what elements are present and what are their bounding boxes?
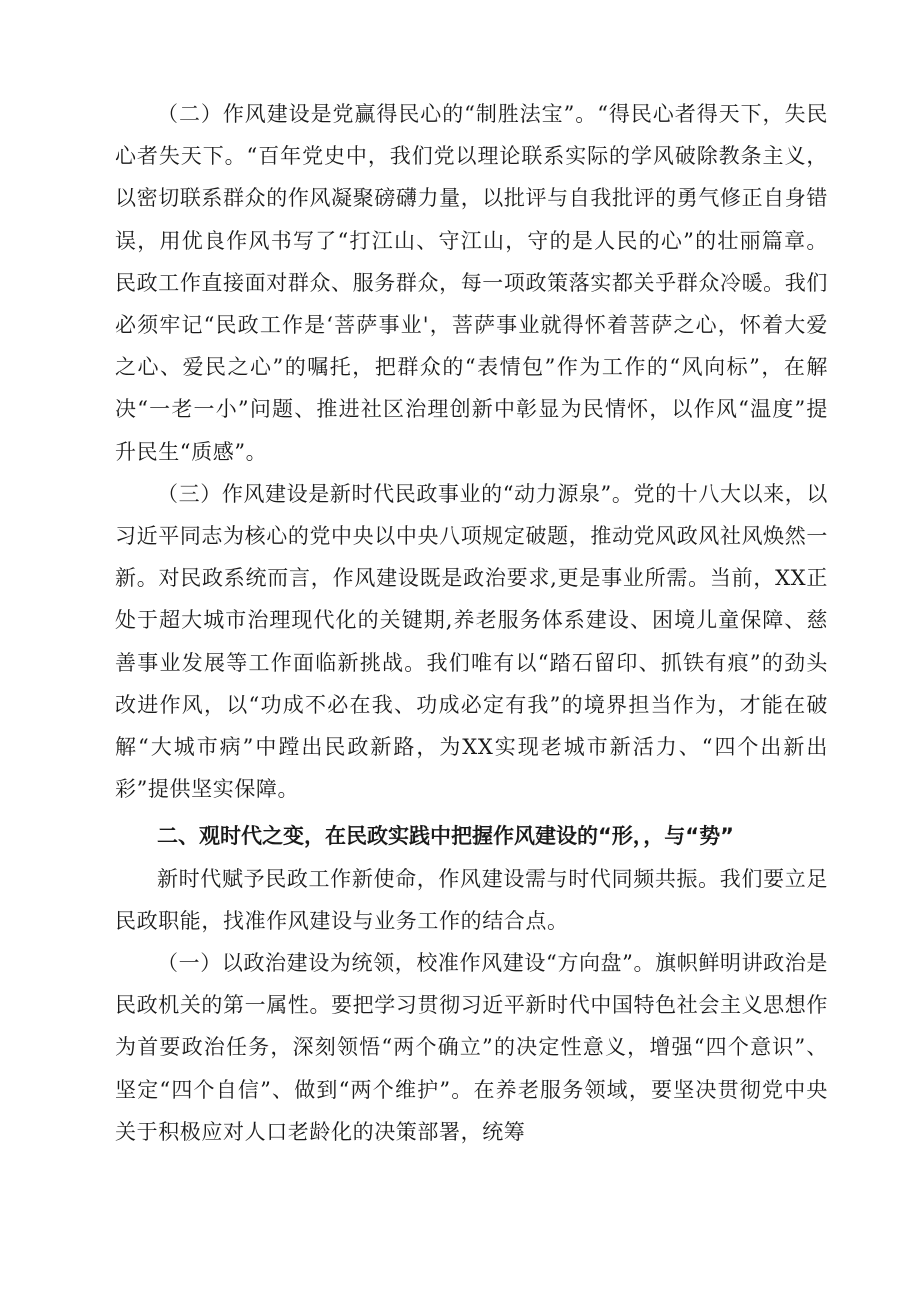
paragraph-two: （二）作风建设是党赢得民心的“制胜法宝”。“得民心者得天下，失民心者失天下。“百年党史中，我们党以理论联系实际的学风破除教条主义，以密切联系群众的作风凝聚磅礴力量，以批评与自我批评的勇气修正自身错误，用优良作风书写了“打江山、守江山，守的是人民的心”的壮丽篇章。民政工作直接面对群众、服务群众，每一项政策落实都关乎群众冷暖。我们必须牢记“民政工作是‘菩萨事业'，菩萨事业就得怀着菩萨之心，怀着大爱之心、爱民之心”的嘱托，把群众的“表情包”作为工作的“风向标”，在解决“一老一小”问题、推进社区治理创新中彰显为民情怀，以作风“温度”提升民生“质感”。 — [115, 102, 828, 464]
paragraph-intro: 新时代赋予民政工作新使命，作风建设需与时代同频共振。我们要立足民政职能，找准作风建设与业务工作的结合点。 — [115, 866, 828, 933]
document-body — [115, 93, 828, 1153]
section-heading: 二、观时代之变，在民政实践中把握作风建设的“形，，与“势” — [157, 824, 734, 849]
paragraph-three: （三）作风建设是新时代民政事业的“动力源泉”。党的十八大以来，以习近平同志为核心的党中央以中央八项规定破题，推动党风政风社风焕然一新。对民政系统而言，作风建设既是政治要求,更是事业所需。当前，XX正处于超大城市治理现代化的关键期,养老服务体系建设、困境儿童保障、慈善事业发展等工作面临新挑战。我们唯有以“踏石留印、抓铁有痕”的劲头改进作风，以“功成不必在我、功成必定有我”的境界担当作为，才能在破解“大城市病”中蹚出民政新路，为XX实现老城市新活力、“四个出新出彩”提供坚实保障。 — [115, 481, 828, 802]
paragraph-one: （一）以政治建设为统领，校准作风建设“方向盘”。旗帜鲜明讲政治是民政机关的第一属性。要把学习贯彻习近平新时代中国特色社会主义思想作为首要政治任务，深刻领悟“两个确立”的决定性意义，增强“四个意识”、坚定“四个自信”、做到“两个维护”。在养老服务领域，要坚决贯彻党中央关于积极应对人口老龄化的决策部署，统筹 — [115, 951, 828, 1144]
